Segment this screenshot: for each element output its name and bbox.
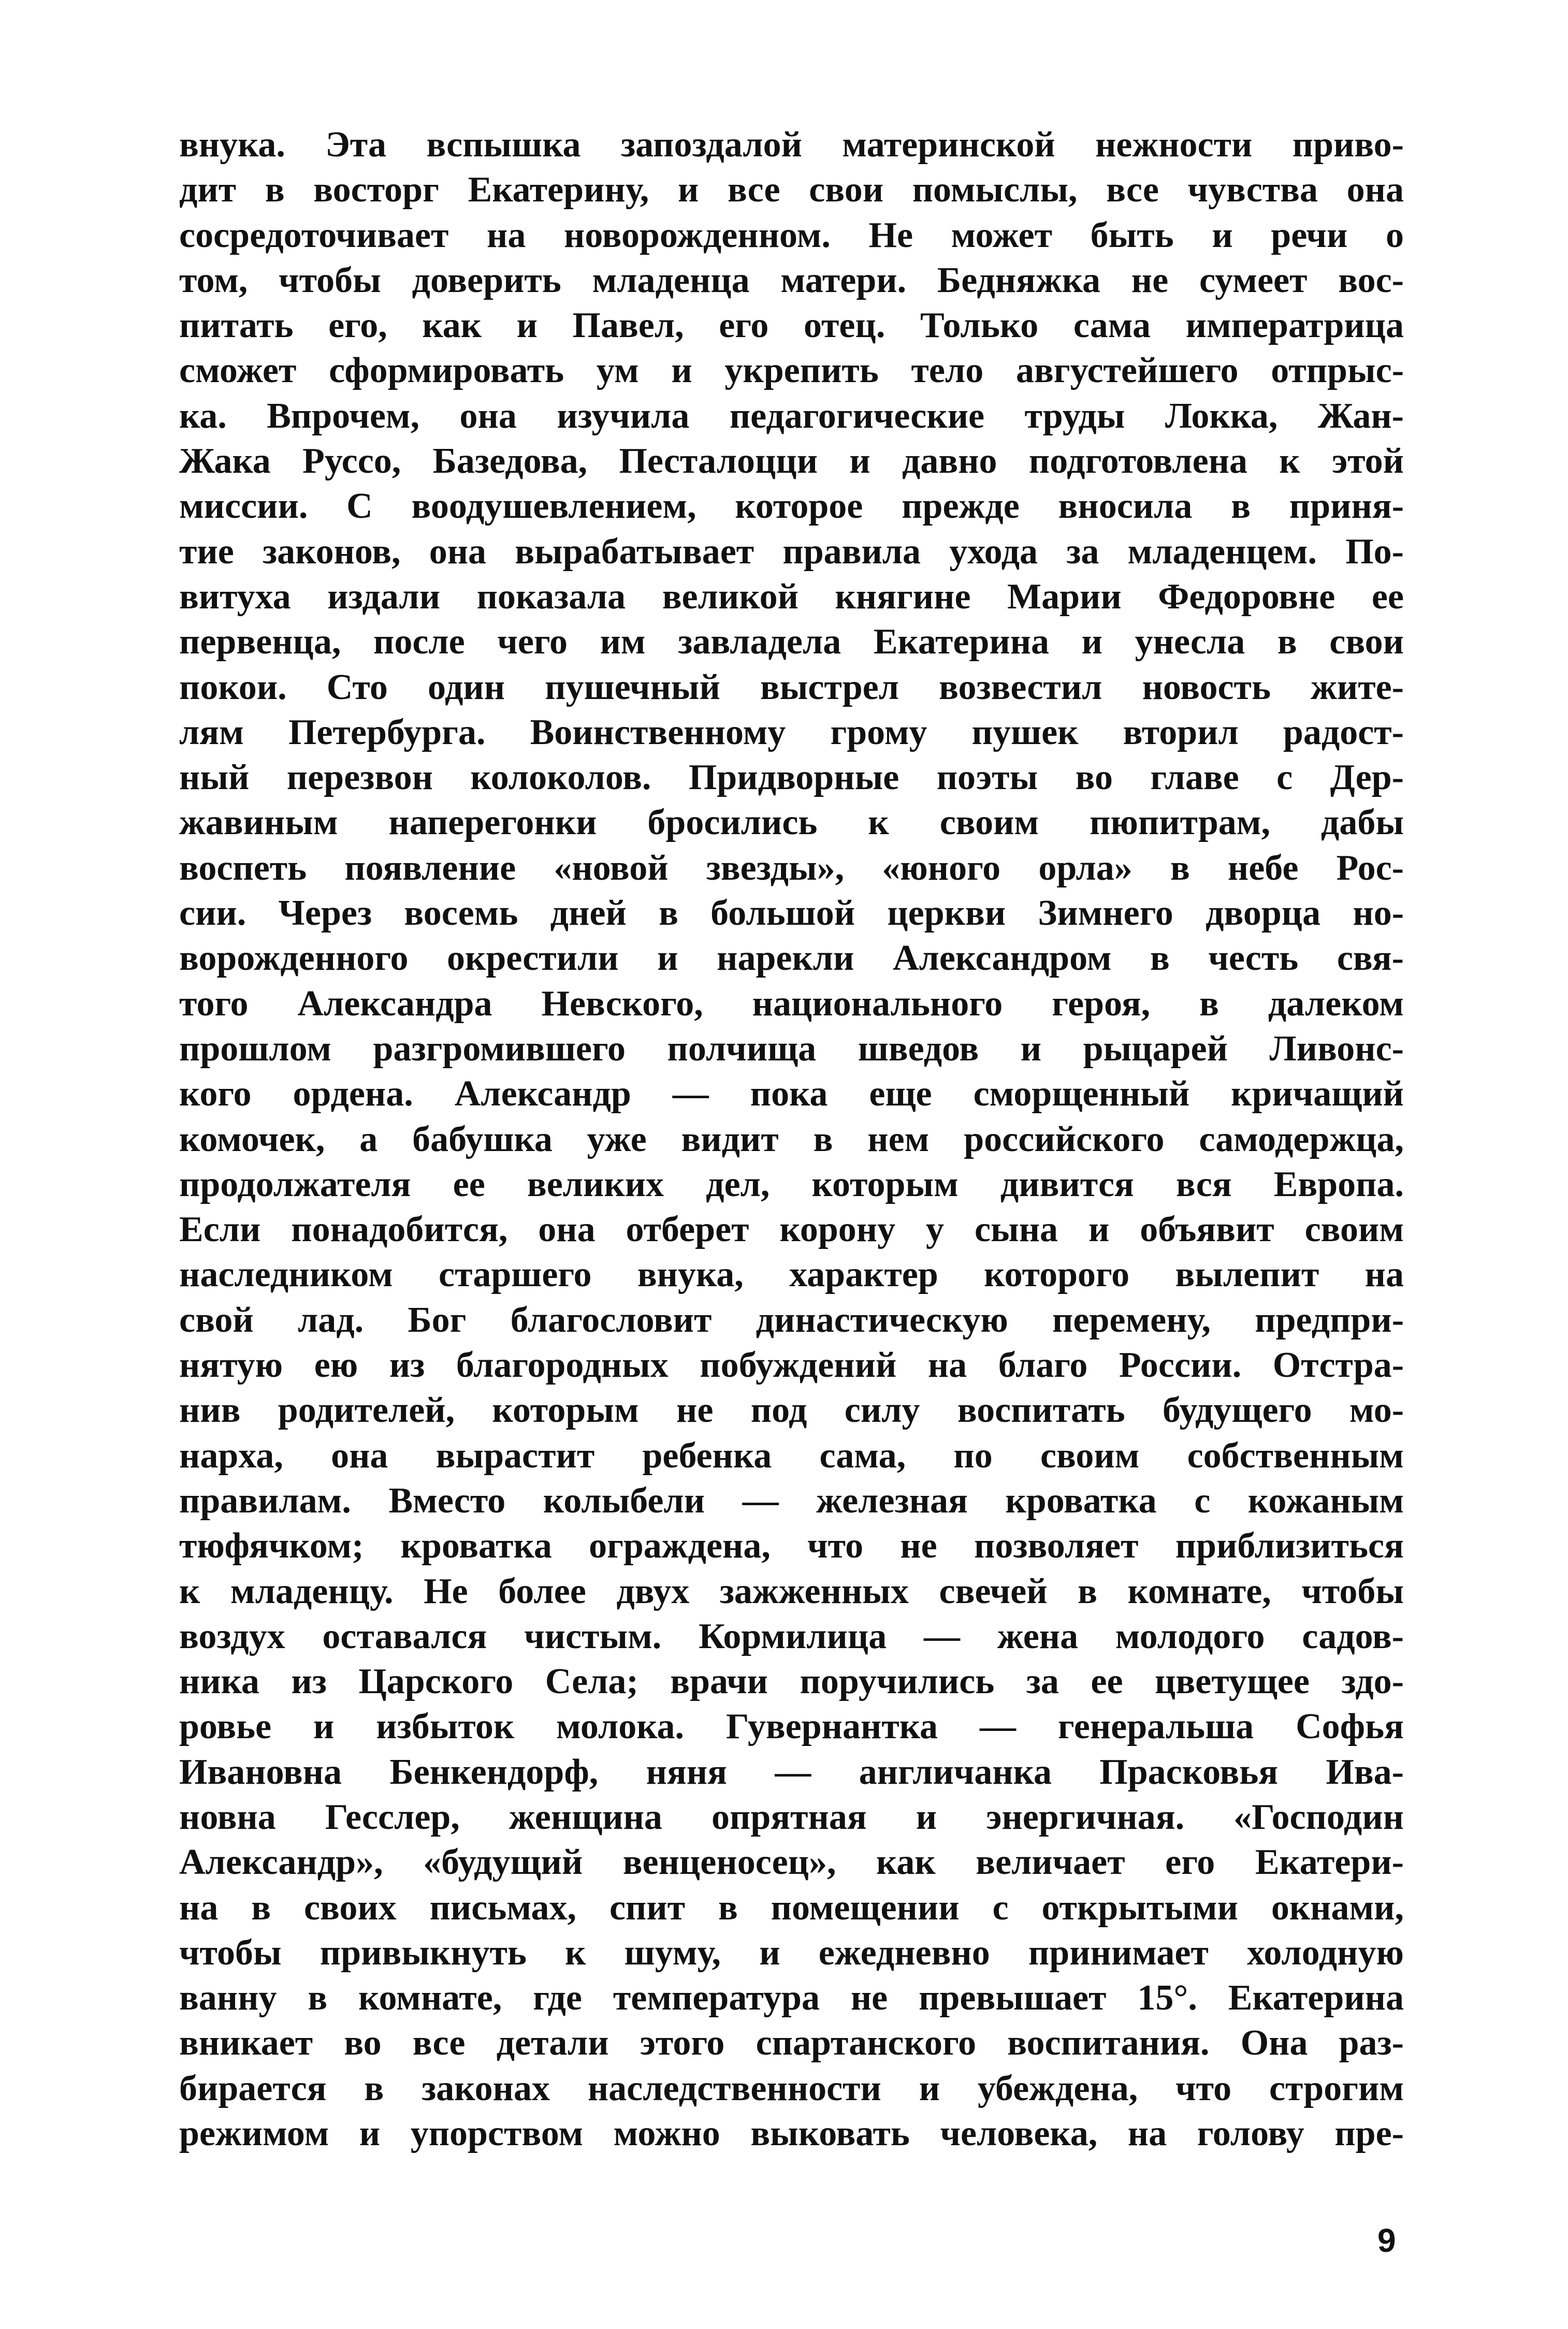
text-line: режимом и упорством можно выковать человека, на голову пре- [179, 2114, 1404, 2154]
text-line: наследником старшего внука, характер которого вылепит на [179, 1255, 1404, 1295]
text-line: том, чтобы доверить младенца матери. Бедняжка не сумеет вос- [179, 260, 1404, 300]
text-line: дит в восторг Екатерину, и все свои помыслы, все чувства она [179, 170, 1404, 210]
text-line: питать его, как и Павел, его отец. Только сама императрица [179, 305, 1404, 346]
text-line: воспеть появление «новой звезды», «юного орла» в небе Рос- [179, 848, 1404, 888]
text-line: жавиным наперегонки бросились к своим пюпитрам, дабы [179, 803, 1404, 843]
text-line: Жака Руссо, Базедова, Песталоцци и давно подготовлена к этой [179, 441, 1404, 482]
text-line: нарха, она вырастит ребенка сама, по своим собственным [179, 1435, 1404, 1476]
text-line: чтобы привыкнуть к шуму, и ежедневно принимает холодную [179, 1932, 1404, 1973]
text-line: вникает во все детали этого спартанского воспитания. Она раз- [179, 2023, 1404, 2063]
text-line: сможет сформировать ум и укрепить тело августейшего отпрыс- [179, 351, 1404, 391]
text-line: бирается в законах наследственности и убеждена, что строгим [179, 2068, 1404, 2108]
text-line: Ивановна Бенкендорф, няня — англичанка Прасковья Ива- [179, 1752, 1404, 1792]
text-line: тие законов, она вырабатывает правила ухода за младенцем. По- [179, 531, 1404, 572]
text-line: тюфячком; кроватка ограждена, что не позволяет приблизиться [179, 1526, 1404, 1566]
text-line: комочек, а бабушка уже видит в нем российского самодержца, [179, 1119, 1404, 1159]
text-line: продолжателя ее великих дел, которым дивится вся Европа. [179, 1164, 1404, 1204]
text-line: Если понадобится, она отберет корону у сына и объявит своим [179, 1210, 1404, 1250]
text-line: прошлом разгромившего полчища шведов и рыцарей Ливонс- [179, 1028, 1404, 1069]
text-line: ровье и избыток молока. Гувернантка — генеральша Софья [179, 1707, 1404, 1747]
text-line: миссии. С воодушевлением, которое прежде вносила в приня- [179, 486, 1404, 527]
text-line: воздух оставался чистым. Кормилица — жена молодого садов- [179, 1616, 1404, 1656]
text-line: того Александра Невского, национального героя, в далеком [179, 983, 1404, 1024]
text-line: ка. Впрочем, она изучила педагогические труды Локка, Жан- [179, 396, 1404, 436]
text-line: покои. Сто один пушечный выстрел возвестил новость жите- [179, 667, 1404, 707]
page-number: 9 [1377, 2222, 1396, 2259]
text-line: нив родителей, которым не под силу воспитать будущего мо- [179, 1390, 1404, 1431]
text-line: сии. Через восемь дней в большой церкви Зимнего дворца но- [179, 893, 1404, 934]
text-line: первенца, после чего им завладела Екатерина и унесла в свои [179, 622, 1404, 662]
text-line: ванну в комнате, где температура не превышает 15°. Екатерина [179, 1978, 1404, 2018]
text-line: ника из Царского Села; врачи поручились за ее цветущее здо- [179, 1662, 1404, 1702]
text-line: к младенцу. Не более двух зажженных свечей в комнате, чтобы [179, 1571, 1404, 1611]
text-line: на в своих письмах, спит в помещении с открытыми окнами, [179, 1887, 1404, 1928]
text-line: новна Гесслер, женщина опрятная и энергичная. «Господин [179, 1797, 1404, 1837]
text-line: Александр», «будущий венценосец», как величает его Екатери- [179, 1842, 1404, 1883]
text-line: свой лад. Бог благословит династическую перемену, предпри- [179, 1300, 1404, 1340]
text-line: витуха издали показала великой княгине Марии Федоровне ее [179, 576, 1404, 617]
text-line: ворожденного окрестили и нарекли Александром в честь свя- [179, 938, 1404, 979]
text-line: правилам. Вместо колыбели — железная кроватка с кожаным [179, 1480, 1404, 1521]
text-line: внука. Эта вспышка запоздалой материнской нежности приво- [179, 125, 1404, 165]
text-line: лям Петербурга. Воинственному грому пушек вторил радост- [179, 712, 1404, 752]
text-line: ный перезвон колоколов. Придворные поэты во главе с Дер- [179, 758, 1404, 798]
text-line: кого ордена. Александр — пока еще сморщенный кричащий [179, 1074, 1404, 1114]
text-line: сосредоточивает на новорожденном. Не может быть и речи о [179, 215, 1404, 255]
text-line: нятую ею из благородных побуждений на благо России. Отстра- [179, 1345, 1404, 1386]
body-text [179, 122, 1404, 2156]
